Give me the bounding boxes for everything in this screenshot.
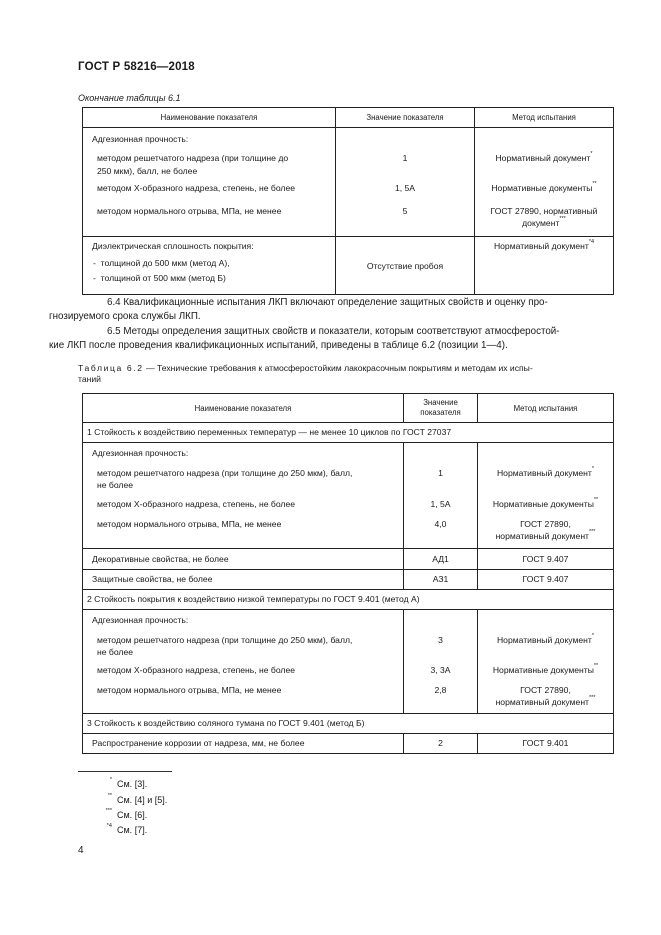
table1-caption: Окончание таблицы 6.1 (78, 93, 181, 103)
s1-adhesion-values (404, 443, 478, 549)
col-header-value: Значение показателя (336, 108, 475, 128)
row-value: АД1 (432, 554, 449, 564)
row-value: 5 (402, 206, 408, 216)
row-name-cont: 250 мкм), балл, не более (97, 166, 198, 176)
row-value: 2,8 (434, 685, 447, 695)
caption-text: — Технические требования к атмосферостойким лакокрасочным покрытиям и методам их испы- (143, 363, 533, 373)
document-code: ГОСТ Р 58216—2018 (78, 61, 195, 73)
method-text: Нормативный документ (496, 468, 592, 478)
col-header-value (404, 394, 478, 423)
footnote-mark: * (591, 633, 595, 639)
footnote-text: См. [7]. (117, 825, 148, 835)
header-text: показателя (420, 408, 461, 417)
table-row (83, 610, 614, 714)
row-method: ГОСТ 27890, нормативный (490, 206, 598, 216)
group-title: Адгезионная прочность: (92, 448, 189, 458)
footnote-mark: *** (589, 695, 596, 701)
paragraph-line: гнозируемого срока службы ЛКП. (49, 311, 201, 322)
row-method: ГОСТ 9.407 (522, 574, 569, 584)
row-name: методом нормального отрыва, МПа, не менее (97, 519, 282, 529)
adhesion-names-cell (83, 128, 336, 237)
table-row (83, 443, 614, 549)
footnote-mark: * (590, 151, 593, 157)
footnote-mark: ** (593, 497, 599, 503)
s1-adhesion-names (83, 443, 404, 549)
row-method (478, 665, 613, 675)
decor-method (478, 549, 614, 570)
table2-caption (78, 363, 614, 385)
section-title-3 (83, 714, 614, 734)
table-row (83, 734, 614, 754)
row-method-cont (475, 218, 613, 228)
row-value: 1 (438, 468, 443, 478)
decor-name (83, 549, 404, 570)
table-header-row (83, 108, 614, 128)
section-title-2 (83, 590, 614, 610)
corrosion-method (478, 734, 614, 754)
row-name-cont: не более (97, 647, 133, 657)
row-method: ГОСТ 9.401 (522, 738, 569, 748)
s2-adhesion-names (83, 610, 404, 714)
table-6-2 (82, 393, 614, 754)
section-row (83, 423, 614, 443)
decor-value (404, 549, 478, 570)
caption-text: таний (78, 374, 101, 384)
adhesion-methods-cell (475, 128, 614, 237)
paragraph-6-4 (49, 296, 614, 324)
section-row (83, 714, 614, 734)
footnote-mark: * (591, 466, 595, 472)
row-value: Отсутствие пробоя (366, 261, 444, 271)
method-text: нормативный документ (495, 697, 589, 707)
row-value: 1, 5А (430, 499, 451, 509)
table-row (83, 570, 614, 590)
paragraph-line: кие ЛКП после проведения квалификационных испытаний, приведены в таблице 6.2 (позиции 1—4). (49, 340, 508, 351)
dielectric-method-cell (475, 237, 614, 295)
table-label: Таблица 6.2 (78, 363, 144, 373)
row-name: методом нормального отрыва, МПа, не менее (97, 685, 282, 695)
group-title: Диэлектрическая сплошность покрытия: (92, 241, 254, 251)
col-header-name: Наименование показателя (83, 108, 336, 128)
section-text: 1 Стойкость к воздействию переменных температур — не менее 10 циклов по ГОСТ 27037 (87, 427, 452, 437)
method-text: Нормативные документы (491, 183, 593, 193)
paragraph-6-5 (49, 325, 614, 353)
row-name: методом Х-образного надреза, степень, не более (97, 183, 296, 193)
row-value: АЗ1 (432, 574, 449, 584)
section-title-1 (83, 423, 614, 443)
footnote-text: См. [6]. (117, 810, 148, 820)
method-text: Нормативный документ (495, 153, 591, 163)
table-row (83, 237, 614, 295)
row-method (475, 153, 613, 163)
s2-adhesion-methods (478, 610, 614, 714)
table-6-1 (82, 107, 614, 295)
corrosion-value (404, 734, 478, 754)
corrosion-name (83, 734, 404, 754)
footnote-mark: *** (589, 529, 596, 535)
footnote (100, 810, 300, 820)
row-method: ГОСТ 27890, (520, 519, 571, 529)
footnote-text: См. [4] и [5]. (117, 795, 168, 805)
group-title: Адгезионная прочность: (92, 134, 189, 144)
row-value: 1, 5А (394, 183, 416, 193)
footnote-mark: ** (592, 181, 597, 187)
table-header-row (83, 394, 614, 423)
row-name: методом решетчатого надреза (при толщине до 250 мкм), балл, (97, 635, 353, 645)
footnote-mark: *4 (106, 823, 112, 829)
adhesion-values-cell (336, 128, 475, 237)
row-value: 1 (402, 153, 408, 163)
row-method (478, 635, 613, 645)
s2-adhesion-values (404, 610, 478, 714)
footnote-mark: * (109, 777, 112, 783)
footnote (100, 795, 300, 805)
method-text: документ (522, 218, 560, 228)
row-method: ГОСТ 27890, (520, 685, 571, 695)
paragraph-line: 6.4 Квалификационные испытания ЛКП включают определение защитных свойств и оценку про- (107, 297, 548, 308)
list-item-text: толщиной от 500 мкм (метод Б) (100, 273, 226, 283)
row-method (475, 183, 613, 193)
protect-method (478, 570, 614, 590)
method-text: Нормативные документы (492, 499, 594, 509)
section-row (83, 590, 614, 610)
method-text: нормативный документ (495, 531, 589, 541)
footnote (100, 825, 300, 835)
col-header-method: Метод испытания (478, 394, 614, 423)
section-text: 3 Стойкость к воздействию соляного тумана по ГОСТ 9.401 (метод Б) (87, 718, 365, 728)
row-value: 3, 3А (430, 665, 451, 675)
row-name: методом решетчатого надреза (при толщине до 250 мкм), балл, (97, 468, 353, 478)
dielectric-names-cell (83, 237, 336, 295)
section-text: 2 Стойкость покрытия к воздействию низкой температуры по ГОСТ 9.401 (метод А) (87, 594, 420, 604)
row-method (478, 499, 613, 509)
protect-name (83, 570, 404, 590)
footnote-text: См. [3]. (117, 779, 148, 789)
row-name: методом Х-образного надреза, степень, не более (97, 499, 296, 509)
footnote (100, 779, 300, 789)
row-value: 4,0 (434, 519, 447, 529)
row-method (478, 468, 613, 478)
s1-adhesion-methods (478, 443, 614, 549)
row-method (475, 241, 613, 251)
protect-value (404, 570, 478, 590)
group-title: Адгезионная прочность: (92, 615, 189, 625)
row-name: Защитные свойства, не более (92, 574, 213, 584)
list-item-text: толщиной до 500 мкм (метод А), (100, 258, 230, 268)
row-method: ГОСТ 9.407 (522, 554, 569, 564)
page-number: 4 (78, 845, 84, 856)
footnote-mark: ** (107, 793, 112, 799)
row-name: методом нормального отрыва, МПа, не менее (97, 206, 282, 216)
method-text: Нормативные документы (492, 665, 594, 675)
col-header-name: Наименование показателя (83, 394, 404, 423)
list-item: - толщиной от 500 мкм (метод Б) (93, 273, 226, 283)
method-text: Нормативный документ (496, 635, 592, 645)
row-value: 3 (438, 635, 443, 645)
col-header-method: Метод испытания (475, 108, 614, 128)
row-value: 2 (438, 738, 443, 748)
row-name: методом решетчатого надреза (при толщине до (97, 153, 289, 163)
row-name-cont: не более (97, 480, 133, 490)
row-name: Декоративные свойства, не более (92, 554, 229, 564)
dielectric-value-cell (336, 237, 475, 295)
header-text: Значение (423, 398, 458, 407)
footnote-mark: *** (559, 216, 566, 222)
row-method-cont (478, 531, 613, 541)
footnote-mark: *** (105, 808, 112, 814)
footnote-mark: ** (593, 663, 599, 669)
row-name: Распространение коррозии от надреза, мм, не более (92, 738, 305, 748)
row-method-cont (478, 697, 613, 707)
footnote-mark: *4 (588, 239, 595, 245)
list-item: - толщиной до 500 мкм (метод А), (93, 258, 230, 268)
paragraph-line: 6.5 Методы определения защитных свойств и показатели, которым соответствуют атмосферостой- (107, 326, 560, 337)
footnote-divider (78, 771, 172, 772)
row-name: методом Х-образного надреза, степень, не более (97, 665, 296, 675)
method-text: Нормативный документ (493, 241, 589, 251)
table-row (83, 128, 614, 237)
table-row (83, 549, 614, 570)
